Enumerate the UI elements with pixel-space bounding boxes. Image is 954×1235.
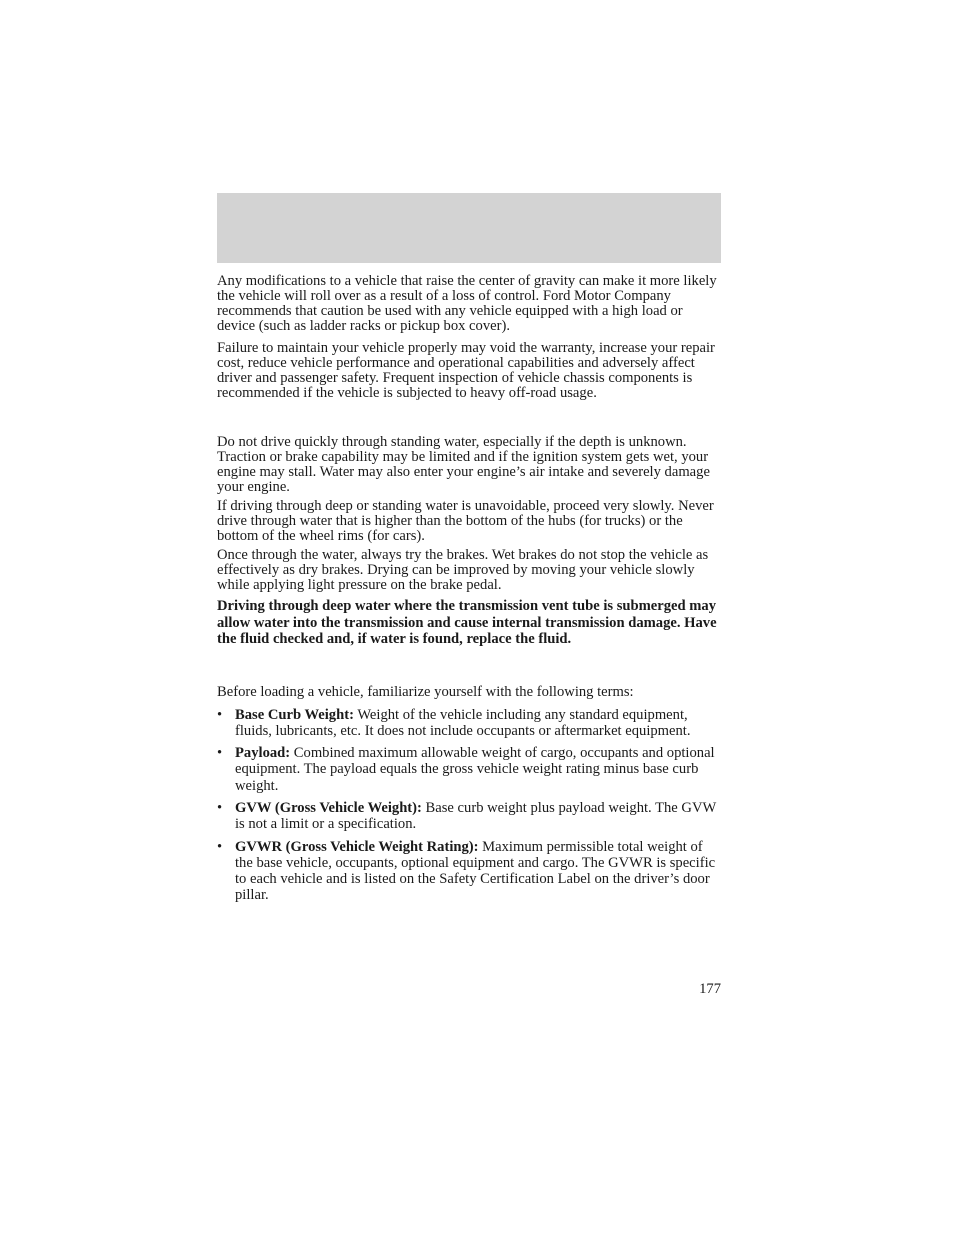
page-number: 177 bbox=[699, 981, 721, 997]
term-definition: Maximum permissible total weight of the base vehicle, occupants, optional equipment and cargo. The GVWR is specific to each vehicle and is listed on the Safety Certification Label on the driver’s door pillar. bbox=[235, 838, 716, 904]
term-label: Payload: bbox=[235, 745, 291, 762]
weight-terms-list bbox=[217, 707, 723, 904]
transmission-warning: Driving through deep water where the transmission vent tube is submerged may allow water into the transmission and cause internal transmission damage. Have the fluid checked and, if water is found, replace the fluid. bbox=[217, 598, 717, 647]
bullet-icon: • bbox=[217, 745, 223, 762]
bullet-icon: • bbox=[217, 706, 223, 723]
paragraph-maintenance: Failure to maintain your vehicle properly may void the warranty, increase your repair cost, reduce vehicle performance and operational capabilities and adversely affect driver and passenger safety. Frequent inspection of vehicle chassis components is recommended if the vehicle is subjected to heavy off-road usage. bbox=[217, 340, 715, 401]
list-item bbox=[217, 839, 723, 904]
list-item bbox=[217, 800, 723, 833]
term-definition: Weight of the vehicle including any standard equipment, fluids, lubricants, etc. It does not include occupants or aftermarket equipment. bbox=[235, 706, 691, 739]
bullet-icon: • bbox=[217, 799, 223, 816]
list-item bbox=[217, 745, 723, 794]
list-item bbox=[217, 707, 723, 740]
term-label: GVWR (Gross Vehicle Weight Rating): bbox=[235, 838, 479, 855]
paragraph-deep-water: If driving through deep or standing water is unavoidable, proceed very slowly. Never drive through water that is higher than the bottom of the hubs (for trucks) or the bottom of the wheel rims (for cars). bbox=[217, 498, 714, 544]
paragraph-wet-brakes: Once through the water, always try the brakes. Wet brakes do not stop the vehicle as effectively as dry brakes. Drying can be improved by moving your vehicle slowly while applying light pressure on the brake pedal. bbox=[217, 547, 709, 593]
paragraph-center-of-gravity: Any modifications to a vehicle that raise the center of gravity can make it more likely the vehicle will roll over as a result of a loss of control. Ford Motor Company recommends that caution be used with any vehicle equipped with a high load or device (such as ladder racks or pickup box cover). bbox=[217, 273, 717, 334]
term-label: GVW (Gross Vehicle Weight): bbox=[235, 799, 422, 816]
term-label: Base Curb Weight: bbox=[235, 706, 354, 723]
paragraph-loading-intro: Before loading a vehicle, familiarize yourself with the following terms: bbox=[217, 683, 634, 700]
term-definition: Base curb weight plus payload weight. The GVW is not a limit or a specification. bbox=[235, 799, 717, 833]
page-body bbox=[217, 274, 723, 910]
paragraph-standing-water: Do not drive quickly through standing water, especially if the depth is unknown. Traction or brake capability may be limited and if the ignition system gets wet, your engine may stall. Water may also enter your engine’s air intake and severely damage your engine. bbox=[217, 434, 710, 495]
term-definition: Combined maximum allowable weight of cargo, occupants and optional equipment. The payload equals the gross vehicle weight rating minus base curb weight. bbox=[235, 745, 715, 794]
bullet-icon: • bbox=[217, 838, 223, 855]
section-header-band bbox=[217, 193, 721, 263]
